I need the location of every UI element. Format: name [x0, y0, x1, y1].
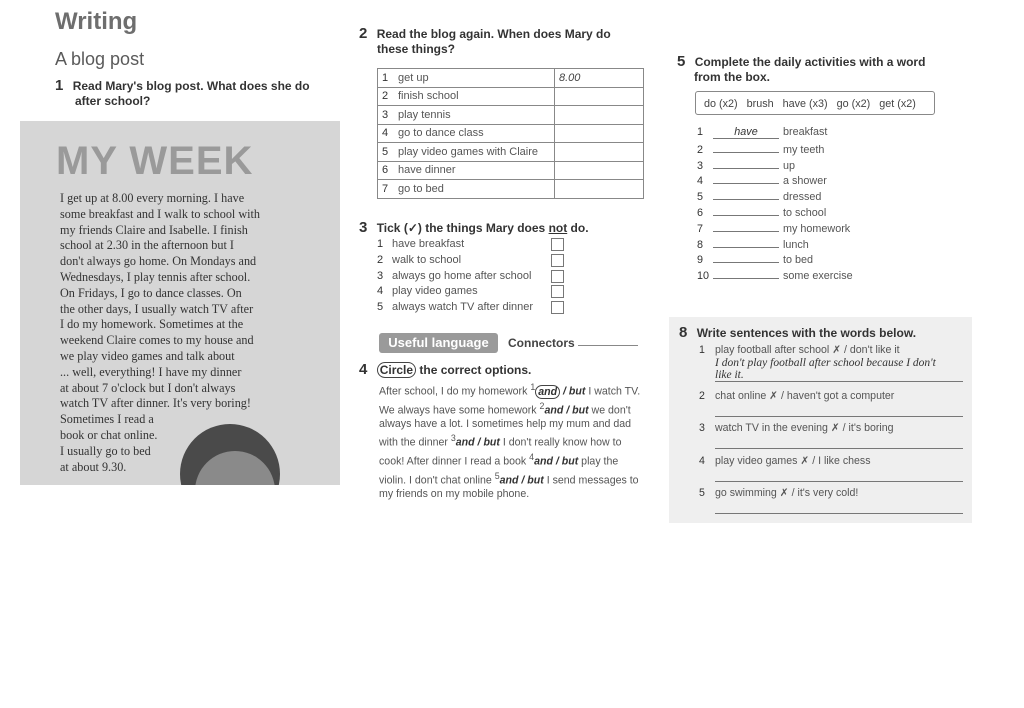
option-but[interactable]: / but	[560, 385, 586, 398]
item-text: breakfast	[783, 126, 828, 138]
useful-language-badge: Useful language	[379, 333, 498, 353]
answer-line[interactable]	[715, 402, 963, 417]
list-item	[697, 188, 937, 204]
times-table	[377, 68, 644, 199]
item-number: 10	[697, 270, 710, 283]
answer-blank[interactable]	[713, 267, 779, 279]
item-number: 9	[697, 254, 704, 267]
checkbox[interactable]	[551, 238, 564, 251]
instruction-text: Write sentences with the words below.	[696, 326, 917, 340]
checkbox[interactable]	[551, 270, 564, 283]
option-index: 5	[494, 470, 500, 481]
option-pair[interactable]: and / but	[499, 474, 544, 487]
list-item	[697, 236, 937, 252]
list-item	[697, 251, 937, 267]
item-number: 2	[699, 390, 705, 402]
exercise-4-instruction	[359, 362, 649, 378]
answer-blank[interactable]	[713, 236, 779, 248]
blog-line: I get up at 8.00 every morning. I have	[60, 191, 245, 205]
exercise-number: 8	[679, 324, 688, 341]
answer-blank[interactable]	[713, 172, 779, 184]
instruction-line: these things?	[377, 42, 456, 56]
activity-cell: have dinner	[394, 161, 555, 180]
sentence-item-4	[699, 455, 963, 482]
table-row	[378, 180, 644, 199]
blog-line: at about 7 o'clock but I don't always	[60, 380, 236, 395]
exercise-2-instruction	[359, 26, 649, 57]
item-prompt: go swimming ✗ / it's very cold!	[715, 487, 859, 499]
blog-line: I usually go to bed	[60, 443, 151, 458]
blog-line: my friends Claire and Isabelle. I finish	[60, 222, 248, 237]
instruction-text: do.	[567, 221, 589, 235]
item-number: 5	[697, 191, 704, 204]
list-item	[697, 141, 937, 157]
connectors-paragraph	[379, 380, 647, 501]
instruction-not: not	[548, 221, 568, 235]
paragraph-text: we don't always have a lot. I sometimes help my mum and dad with the dinner	[379, 404, 632, 449]
section-subtitle: A blog post	[55, 49, 145, 69]
option-pair[interactable]: and / but	[544, 404, 589, 417]
option-index: 2	[539, 400, 545, 411]
sentence-item-5	[699, 487, 963, 514]
checkbox[interactable]	[551, 254, 564, 267]
item-prompt: play football after school ✗ / don't like it	[715, 344, 900, 356]
row-number: 1	[378, 69, 395, 88]
option-index: 4	[529, 451, 535, 462]
exercise-number: 2	[359, 25, 368, 42]
time-cell[interactable]	[555, 180, 644, 199]
blog-card	[20, 121, 340, 485]
connectors-label: Connectors	[508, 336, 575, 350]
answer-line[interactable]	[715, 434, 963, 449]
item-number: 6	[697, 206, 704, 219]
instruction-line: after school?	[75, 94, 151, 108]
row-number: 5	[378, 143, 395, 162]
item-number: 4	[697, 175, 704, 188]
option-index: 3	[450, 433, 456, 444]
activity-cell: finish school	[394, 87, 555, 106]
item-text: always watch TV after dinner	[392, 301, 534, 314]
item-text: my homework	[783, 222, 851, 235]
item-text: a shower	[783, 175, 827, 188]
table-row	[378, 124, 644, 143]
blog-line: I do my homework. Sometimes at the	[60, 317, 244, 332]
item-number: 2	[377, 253, 384, 266]
list-item	[697, 157, 937, 173]
answer-line[interactable]	[715, 467, 963, 482]
instruction-line: Complete the daily activities with a word	[694, 55, 926, 69]
table-row	[378, 87, 644, 106]
connectors-rule	[578, 345, 638, 346]
item-number: 4	[699, 455, 705, 467]
exercise-8-panel	[669, 317, 972, 523]
blog-title: MY WEEK	[56, 139, 254, 183]
blog-line: Wednesdays, I play tennis after school.	[60, 269, 251, 284]
answer-blank[interactable]	[713, 188, 779, 200]
activity-cell: go to dance class	[394, 124, 555, 143]
answer-blank[interactable]	[713, 251, 779, 263]
item-text: have breakfast	[392, 238, 465, 250]
item-prompt: watch TV in the evening ✗ / it's boring	[715, 422, 894, 434]
blog-line: at about 9.30.	[60, 459, 127, 474]
table-row	[378, 106, 644, 125]
table-row	[378, 161, 644, 180]
row-number: 3	[378, 106, 395, 125]
exercise-5-instruction	[677, 54, 957, 85]
answer-line[interactable]	[715, 499, 963, 514]
blog-line: Sometimes I read a	[60, 412, 154, 427]
answer-blank[interactable]	[713, 141, 779, 153]
item-text: some exercise	[783, 270, 853, 283]
blog-line: we play video games and talk about	[60, 348, 235, 363]
answer-line[interactable]: like it.	[715, 369, 963, 382]
item-number: 1	[699, 344, 705, 356]
exercise-1-instruction	[55, 78, 335, 109]
item-number: 8	[697, 238, 704, 251]
sentence-item-3	[699, 422, 963, 449]
item-text: always go home after school	[392, 269, 532, 282]
activity-cell: play tennis	[394, 106, 555, 125]
option-and-circled[interactable]: and	[535, 385, 560, 399]
item-number: 4	[377, 285, 384, 298]
sentence-item-1	[699, 344, 963, 382]
exercise-number: 5	[677, 53, 686, 70]
list-item	[697, 267, 937, 283]
activity-cell: go to bed	[394, 180, 555, 199]
time-cell[interactable]	[555, 87, 644, 106]
paragraph-text: After school, I do my homework	[379, 385, 531, 398]
item-text: to bed	[783, 254, 814, 267]
exercise-number: 1	[55, 77, 64, 94]
item-prompt: play video games ✗ / I like chess	[715, 455, 871, 467]
item-number: 2	[697, 143, 704, 156]
blog-text	[60, 191, 305, 475]
paragraph-text: I send messages to my friends on my mobile phone.	[379, 474, 639, 501]
answer-blank[interactable]: have	[713, 127, 779, 139]
list-item	[697, 220, 937, 236]
item-prompt: chat online ✗ / haven't got a computer	[715, 390, 895, 402]
answer-line[interactable]: I don't play football after school because I don't	[715, 357, 936, 369]
time-cell[interactable]	[555, 106, 644, 125]
blog-line: book or chat online.	[60, 427, 158, 442]
item-number: 3	[699, 422, 705, 434]
option-pair[interactable]: and / but	[534, 455, 579, 468]
option-pair[interactable]: and / but	[455, 436, 500, 449]
item-text: lunch	[783, 238, 809, 251]
time-cell[interactable]	[555, 143, 644, 162]
exercise-8-instruction	[679, 325, 969, 341]
time-cell[interactable]: 8.00	[555, 69, 644, 88]
list-item	[697, 204, 937, 220]
list-item	[697, 125, 937, 141]
list-item	[377, 253, 577, 269]
item-text: dressed	[783, 191, 822, 204]
item-text: up	[783, 159, 796, 172]
time-cell[interactable]	[555, 161, 644, 180]
instruction-line: Read Mary's blog post. What does she do	[72, 79, 310, 93]
item-number: 3	[697, 159, 704, 172]
checkbox[interactable]	[551, 285, 564, 298]
instruction-line: Read the blog again. When does Mary do	[376, 27, 611, 41]
paragraph-text: I don't really know how to cook! After dinner I read a book	[379, 436, 622, 468]
item-number: 1	[697, 126, 704, 138]
item-number: 5	[699, 487, 705, 499]
circle-word: Circle	[377, 362, 416, 378]
table-row	[378, 69, 644, 88]
checkbox[interactable]	[551, 301, 564, 314]
paragraph-text: play the violin. I don't chat online	[379, 455, 619, 487]
list-item	[377, 237, 577, 253]
item-number: 3	[377, 269, 384, 282]
section-title: Writing	[55, 8, 138, 35]
blog-line: some breakfast and I walk to school with	[60, 206, 261, 221]
item-number: 1	[377, 238, 384, 250]
blog-line: ... well, everything! I have my dinner	[60, 364, 242, 379]
row-number: 4	[378, 124, 395, 143]
answer-blank[interactable]	[713, 157, 779, 169]
answer-blank[interactable]	[713, 204, 779, 216]
item-text: walk to school	[392, 253, 462, 266]
paragraph-text: I watch TV. We always have some homework	[379, 385, 641, 417]
tick-list	[377, 237, 577, 316]
item-number: 7	[697, 222, 704, 235]
exercise-3-instruction	[359, 220, 649, 236]
row-number: 2	[378, 87, 395, 106]
instruction-text: the correct options.	[416, 363, 532, 377]
time-cell[interactable]	[555, 124, 644, 143]
list-item	[377, 300, 577, 316]
blog-line: weekend Claire comes to my house and	[60, 333, 254, 348]
word-box: do (x2) brush have (x3) go (x2) get (x2)	[695, 91, 935, 115]
row-number: 7	[378, 180, 395, 199]
answer-blank[interactable]	[713, 220, 779, 232]
table-row	[378, 143, 644, 162]
blog-line: On Fridays, I go to dance classes. On	[60, 285, 242, 300]
item-text: play video games	[392, 285, 478, 298]
row-number: 6	[378, 161, 395, 180]
blog-line: school at 2.30 in the afternoon but I	[60, 238, 234, 253]
option-index: 1	[530, 382, 536, 392]
list-item	[377, 269, 577, 285]
instruction-text: Tick (✓) the things Mary does	[376, 221, 549, 235]
item-number: 5	[377, 301, 384, 314]
blog-line: don't always go home. On Mondays and	[60, 254, 257, 269]
blog-line: the other days, I usually watch TV after	[60, 301, 254, 316]
activity-cell: play video games with Claire	[394, 143, 555, 162]
exercise-number: 4	[359, 361, 368, 378]
list-item	[697, 172, 937, 188]
blog-line: watch TV after dinner. It's very boring!	[60, 396, 251, 411]
activity-cell: get up	[394, 69, 555, 88]
instruction-line: from the box.	[694, 70, 771, 84]
item-text: to school	[783, 206, 827, 219]
exercise-number: 3	[359, 219, 368, 236]
item-text: my teeth	[783, 143, 825, 156]
list-item	[377, 284, 577, 300]
sentence-item-2	[699, 390, 963, 417]
daily-activities-list	[697, 125, 937, 283]
